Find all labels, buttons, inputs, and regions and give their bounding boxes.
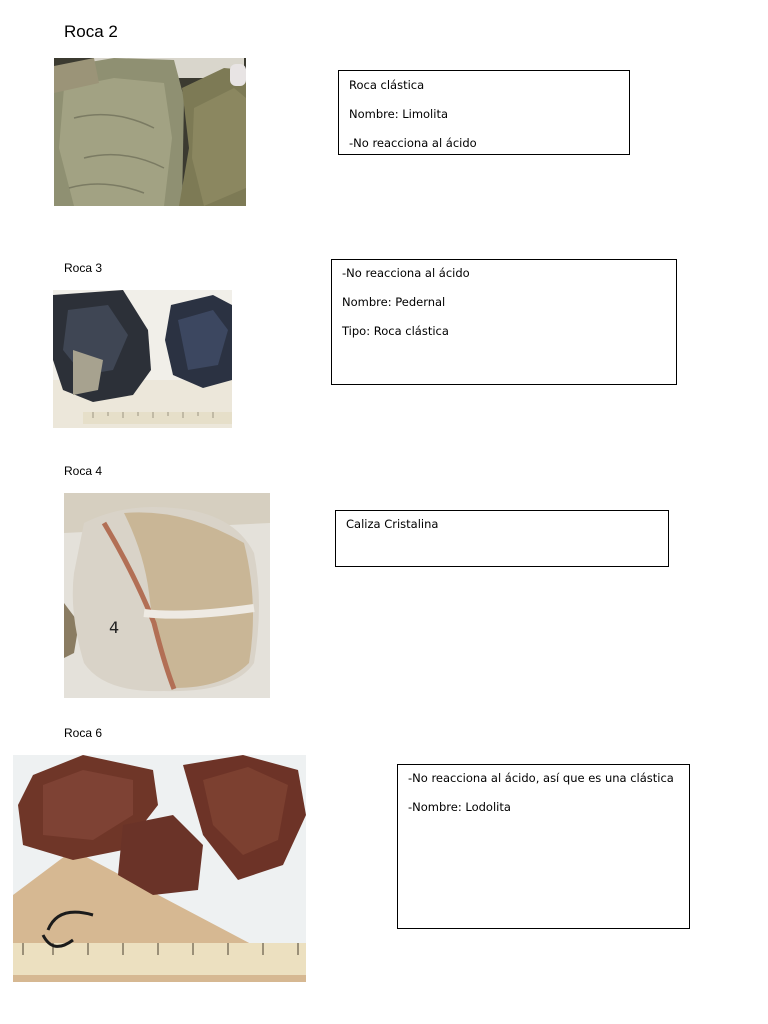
rock-4-note-name: Caliza Cristalina <box>346 517 439 531</box>
rock-2-heading: Roca 2 <box>64 22 118 41</box>
rock-6-notes-box <box>397 764 690 929</box>
rock-2-note-type: Roca clástica <box>349 78 425 92</box>
rock-2-notes-box <box>338 70 630 155</box>
rock-6-note-acid: -No reacciona al ácido, así que es una clástica <box>408 771 674 785</box>
rock-2-note-name: Nombre: Limolita <box>349 107 449 121</box>
rock-3-heading: Roca 3 <box>64 261 103 275</box>
rock-3-photo <box>53 290 232 428</box>
svg-text:4: 4 <box>109 618 120 637</box>
rock-3-note-type: Tipo: Roca clástica <box>342 324 449 338</box>
rock-6-heading: Roca 6 <box>64 726 103 740</box>
rock-2-note-acid: -No reacciona al ácido <box>349 136 477 150</box>
rock-4-photo <box>64 493 270 698</box>
rock-2-photo <box>54 58 246 206</box>
rock-3-note-name: Nombre: Pedernal <box>342 295 446 309</box>
rock-6-note-name: -Nombre: Lodolita <box>408 800 511 814</box>
rock-4-notes-box <box>335 510 669 567</box>
rock-3-note-acid: -No reacciona al ácido <box>342 266 470 280</box>
rock-6-photo <box>13 755 306 982</box>
rock-3-notes-box <box>331 259 677 385</box>
rock-4-heading: Roca 4 <box>64 464 103 478</box>
